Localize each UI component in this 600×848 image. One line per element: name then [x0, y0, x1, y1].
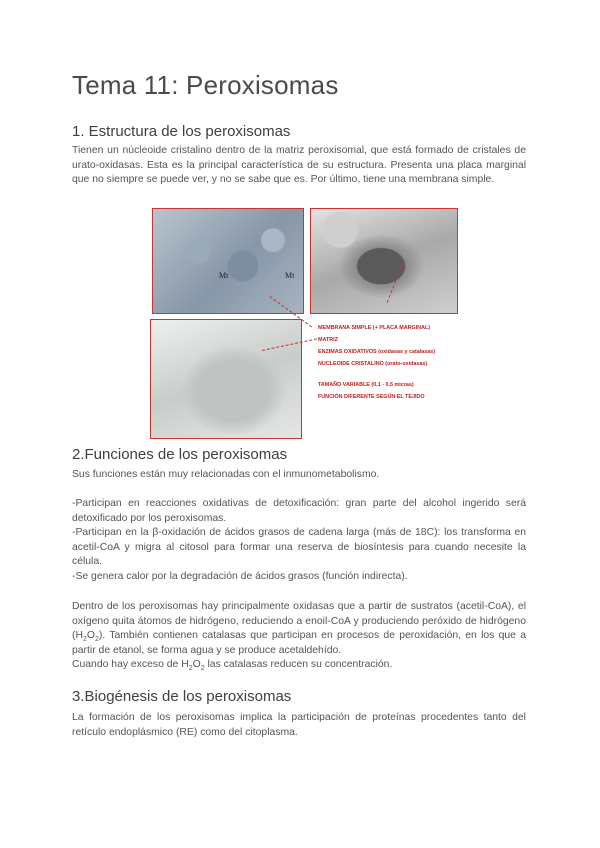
figure-note: NUCLEOIDE CRISTALINO (urato-oxidasas)	[318, 361, 428, 367]
text-run: Dentro de los peroxisomas hay principalmente oxidasas que a partir de sustratos (acetil-CoA), el oxígeno quita átomos de hidrógeno, reduciendo a enoil-CoA y produciendo peróxido de hidrógeno (	[72, 601, 526, 642]
page-title: Tema 11: Peroxisomas	[72, 70, 339, 100]
text-run: Cuando hay exceso de	[72, 659, 182, 671]
function-bullet: -Participan en la β-oxidación de ácidos grasos de cadena larga (más de 18C): los transforma en acetil-CoA y migra al citosol para formar una reserva de biosíntesis para cuando necesite la célula.	[72, 527, 526, 568]
text-run: ). También contienen catalasas que participan en procesos de peroxidación, en los que a partir de etanol, se forma agua y se produce acetaldehído.	[72, 630, 526, 656]
section-heading-structure: 1. Estructura de los peroxisomas	[72, 123, 291, 140]
functions-intro: Sus funciones están muy relacionadas con el inmunometabolismo.	[72, 469, 380, 480]
structure-paragraph: Tienen un núcleoide cristalino dentro de la matriz peroxisomal, que está formado de cristales de urato-oxidasas. Esta es la principal característica de su estructura. Presenta una placa marginal que no siempre se puede ver, y no se sabe que es. Por último, tiene una membrana simple.	[72, 145, 526, 186]
micrograph-label: Mt	[219, 271, 229, 280]
function-bullet: -Participan en reacciones oxidativas de detoxificación: gran parte del alcohol ingerido será detoxificado por los peroxisomas.	[72, 498, 526, 524]
micrograph-peroxisome-membrane	[150, 319, 302, 439]
micrograph-label: Mt	[285, 271, 295, 280]
section-heading-functions: 2.Funciones de los peroxisomas	[72, 446, 288, 463]
figure-note: TAMAÑO VARIABLE (0,1 - 0,5 micras)	[318, 382, 414, 388]
figure-note: MATRIZ	[318, 337, 338, 343]
section-heading-biogenesis: 3.Biogénesis de los peroxisomas	[72, 688, 292, 705]
micrograph-peroxisome-mitochondria	[152, 208, 304, 314]
biogenesis-paragraph: La formación de los peroxisomas implica la participación de proteínas procedentes tanto del retículo endoplásmico (RE) como del citoplasma.	[72, 712, 526, 738]
function-bullet: -Se genera calor por la degradación de ácidos grasos (función indirecta).	[72, 571, 408, 582]
figure-note: MEMBRANA SIMPLE (+ PLACA MARGINAL)	[318, 325, 431, 331]
figure-note: FUNCIÓN DIFERENTE SEGÚN EL TEJIDO	[318, 394, 425, 400]
oxidases-paragraph: Dentro de los peroxisomas hay principalmente oxidasas que a partir de sustratos (acetil-CoA), el oxígeno quita átomos de hidrógeno, reduciendo a enoil-CoA y produciendo peróxido de hidrógeno $(H_2O_2)$. También contienen catalasas que participan en procesos de peroxidación, en los que a partir de etanol, se forma agua y se produce acetaldehído. Cuando hay exceso de $H_2O_2$ las catalasas reducen su concentración.	[72, 601, 526, 673]
figure-note: ENZIMAS OXIDATIVOS (oxidasas y catalasas)	[318, 349, 436, 355]
micrograph-crystalline-nucleoid	[310, 208, 458, 314]
text-run: las catalasas reducen su concentración.	[204, 659, 393, 671]
